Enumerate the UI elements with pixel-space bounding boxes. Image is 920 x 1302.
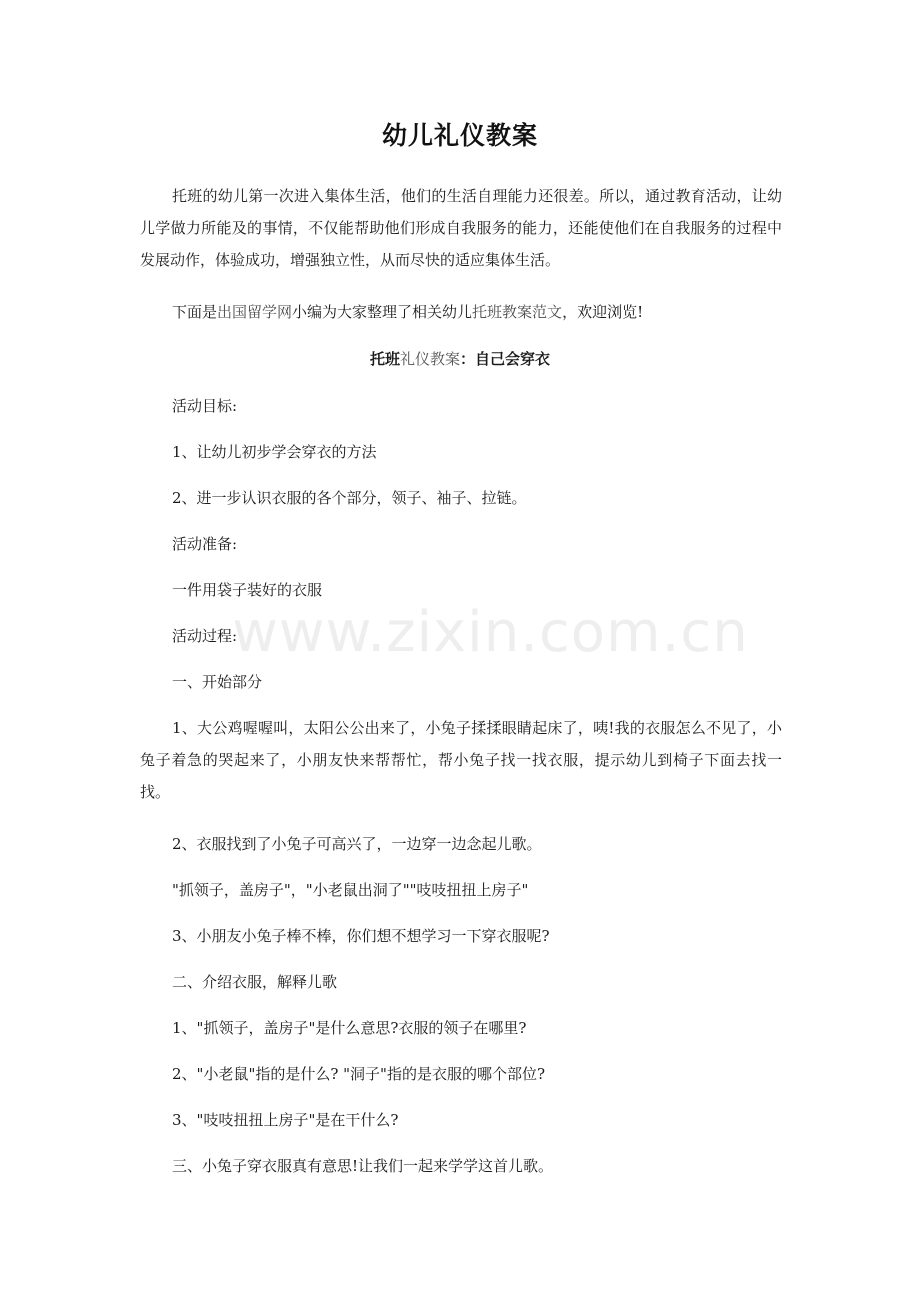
recommend-paragraph (140, 296, 782, 328)
subtitle-part-3: ：自己会穿衣 (460, 350, 551, 368)
recommend-prefix: 下面是 (172, 303, 218, 321)
step-3: 3、小朋友小兔子棒不棒，你们想不想学习一下穿衣服呢? (172, 927, 550, 945)
prep-heading: 活动准备: (172, 535, 238, 553)
intro-paragraph: 托班的幼儿第一次进入集体生活，他们的生活自理能力还很差。所以，通过教育活动，让幼儿学做力所能及的事情，不仅能帮助他们形成自我服务的能力，还能使他们在自我服务的过程中发展动作，体验成功，增强独立性，从而尽快的适应集体生活。 (140, 187, 782, 269)
question-2: 2、"小老鼠"指的是什么? "洞子"指的是衣服的哪个部位? (172, 1065, 545, 1083)
rhyme-line: "抓领子，盖房子"，"小老鼠出洞了""吱吱扭扭上房子" (172, 881, 529, 899)
document-title: 幼儿礼仪教案 (381, 121, 538, 150)
site-link[interactable]: 出国留学网 (217, 303, 293, 321)
part-three: 三、小兔子穿衣服真有意思!让我们一起来学学这首儿歌。 (172, 1157, 554, 1175)
goal-item-1: 1、让幼儿初步学会穿衣的方法 (172, 443, 377, 461)
process-heading: 活动过程: (172, 627, 238, 645)
part-one-heading: 一、开始部分 (172, 673, 263, 691)
goals-heading: 活动目标: (172, 397, 238, 415)
subtitle-link[interactable]: 礼仪教案 (399, 350, 460, 368)
watermark: www.zixin.com.cn (232, 600, 749, 665)
question-3: 3、"吱吱扭扭上房子"是在干什么? (172, 1111, 399, 1129)
prep-item: 一件用袋子装好的衣服 (172, 581, 323, 599)
question-1: 1、"抓领子，盖房子"是什么意思?衣服的领子在哪里? (172, 1019, 527, 1037)
recommend-suffix: ，欢迎浏览! (562, 303, 644, 321)
lesson-subtitle (0, 349, 920, 369)
goal-item-2: 2、进一步认识衣服的各个部分，领子、袖子、拉链。 (172, 489, 527, 507)
recommend-middle: 小编为大家整理了相关幼儿 (292, 303, 473, 321)
step-2: 2、衣服找到了小兔子可高兴了，一边穿一边念起儿歌。 (172, 835, 542, 853)
part-two-heading: 二、介绍衣服，解释儿歌 (172, 973, 338, 991)
topic-link[interactable]: 托班教案范文 (472, 303, 563, 321)
subtitle-part-1: 托班 (369, 350, 400, 368)
step-1-paragraph: 1、大公鸡喔喔叫，太阳公公出来了，小兔子揉揉眼睛起床了，咦!我的衣服怎么不见了，小兔子着急的哭起来了，小朋友快来帮帮忙，帮小兔子找一找衣服，提示幼儿到椅子下面去找一找。 (140, 719, 782, 801)
